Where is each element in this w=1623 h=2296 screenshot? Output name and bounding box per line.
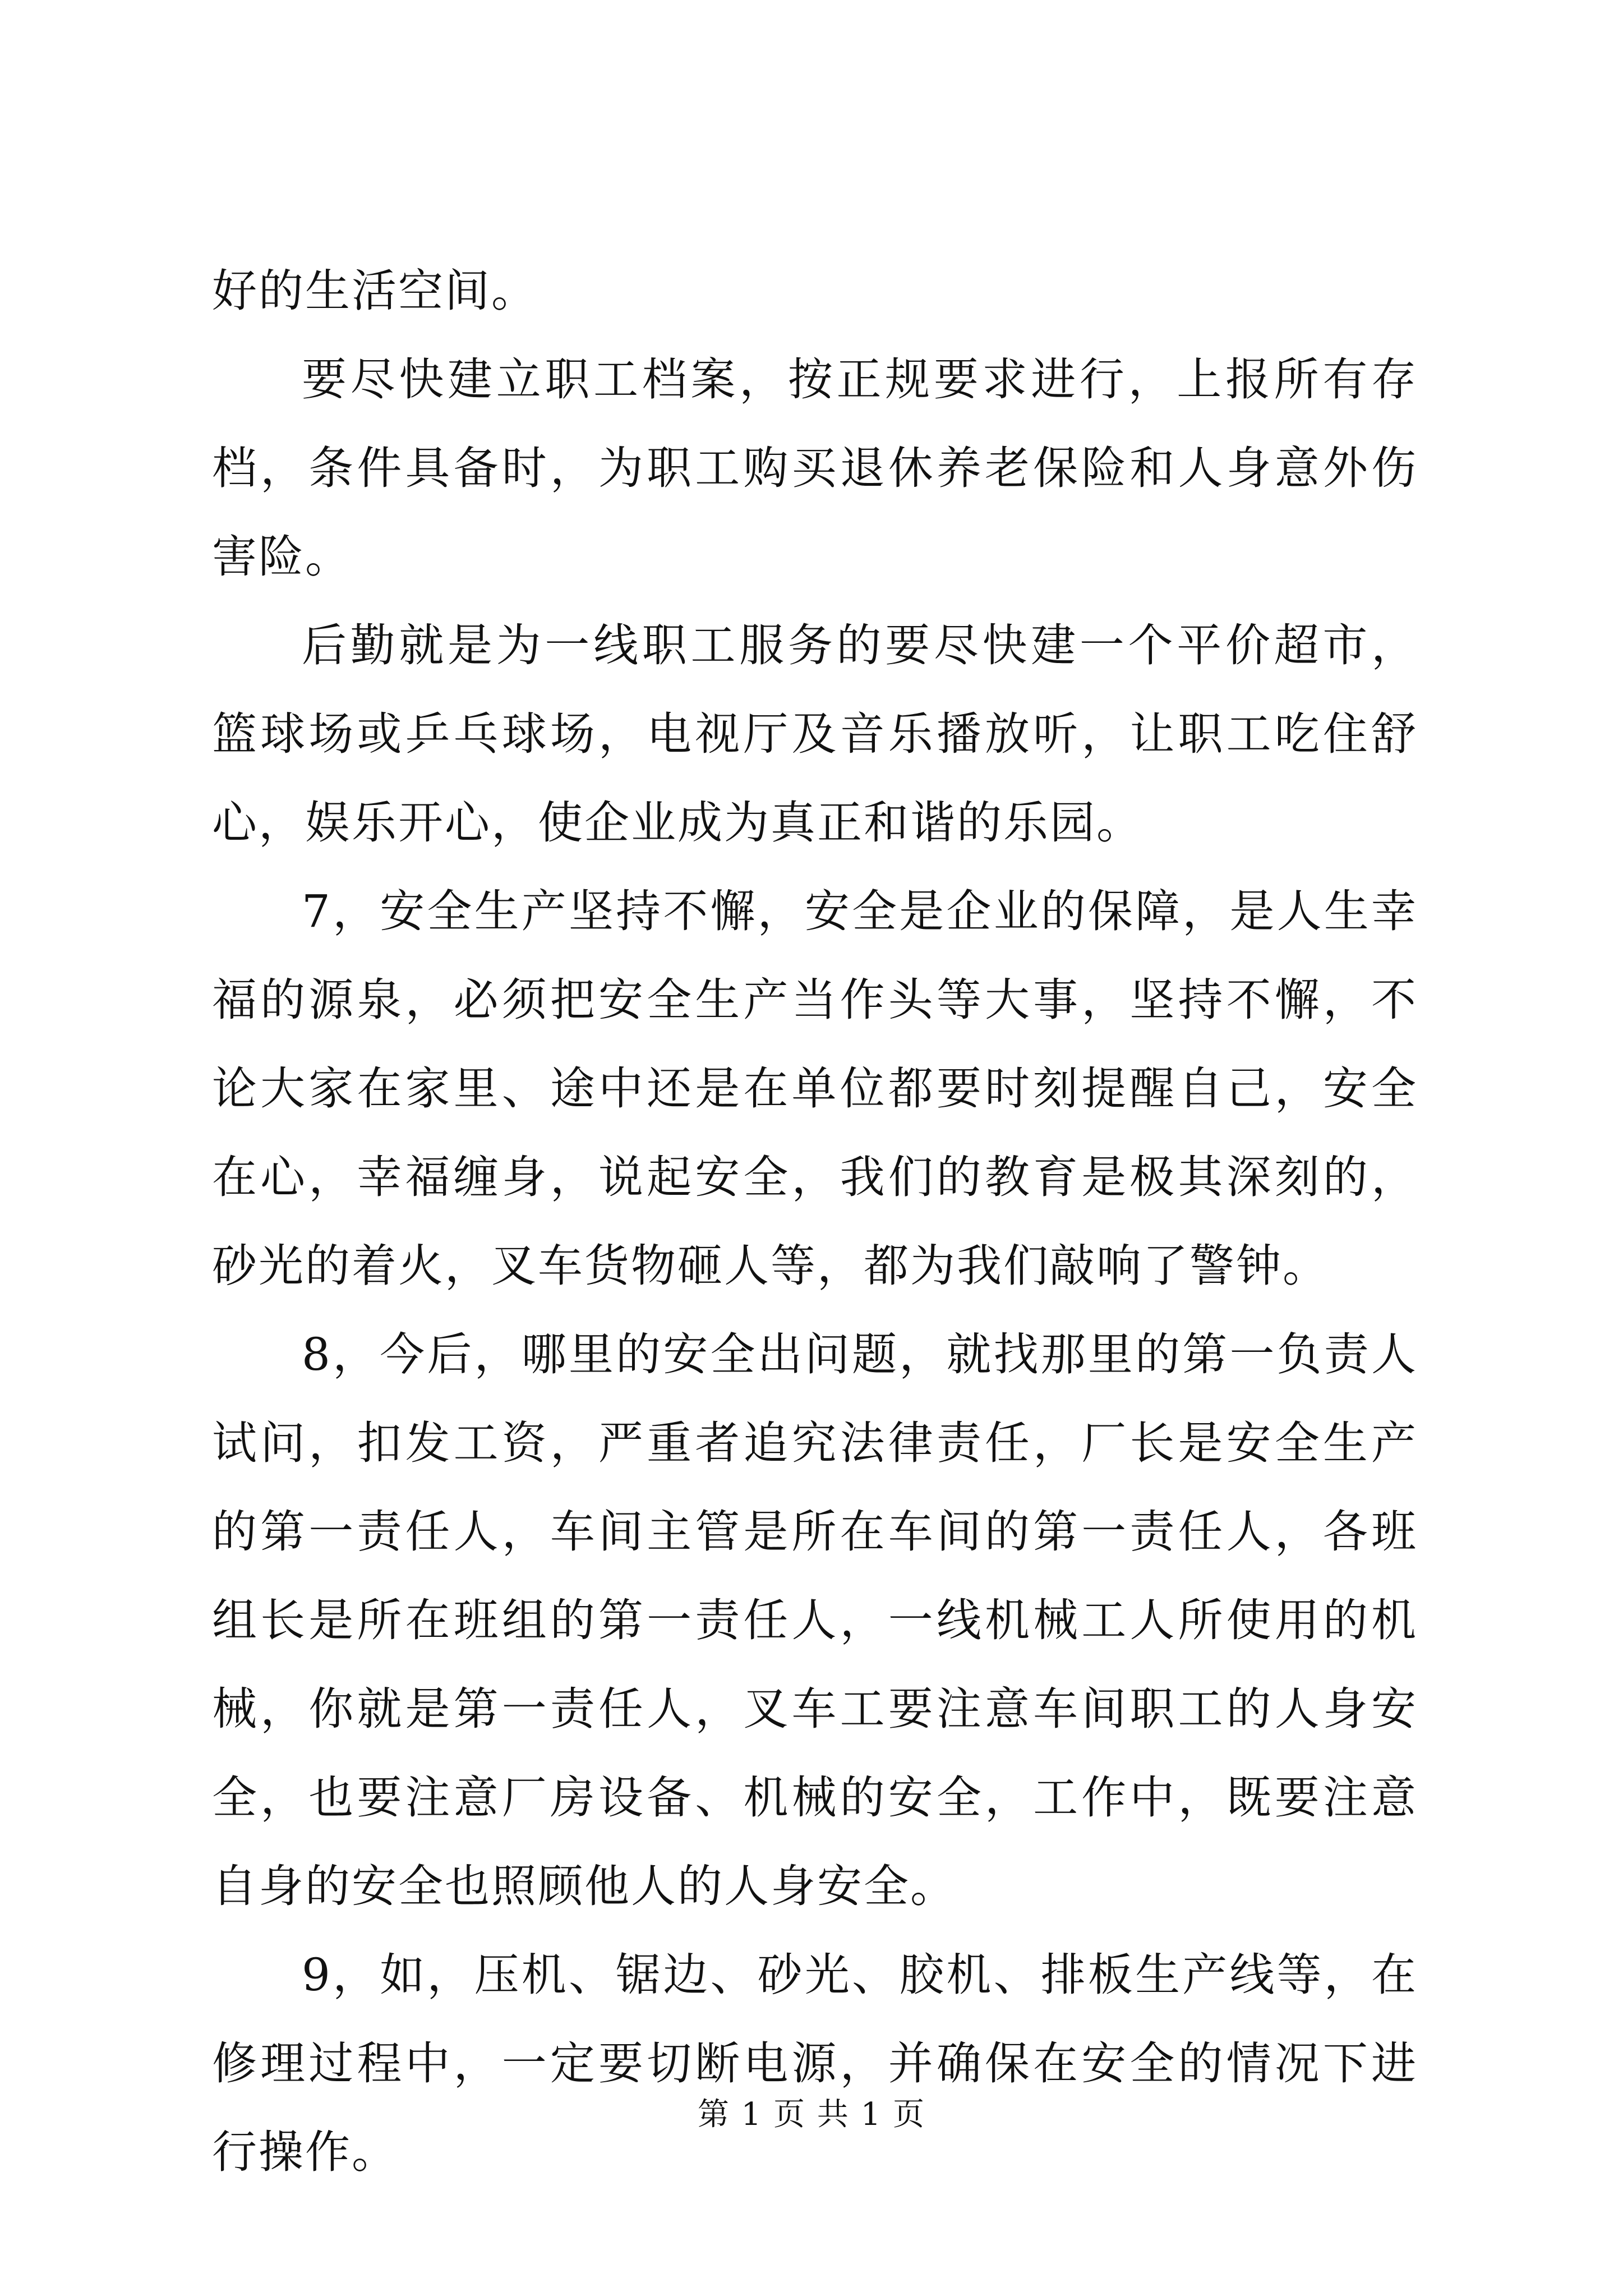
paragraph-employee-records: 要尽快建立职工档案，按正规要求进行，上报所有存档，条件具备时，为职工购买退休养老保险和人身意外伤害险。 <box>212 353 1418 583</box>
paragraph-item-9: 9，如，压机、锯边、砂光、胶机、排板生产线等，在修理过程中，一定要切断电源，并确保在安全的情况下进行操作。 <box>212 1949 1418 2178</box>
paragraph-item-7: 7，安全生产坚持不懈，安全是企业的保障，是人生幸福的源泉，必须把安全生产当作头等大事，坚持不懈，不论大家在家里、途中还是在单位都要时刻提醒自己，安全在心，幸福缠身，说起安全，我们的教育是极其深刻的，砂光的着火，叉车货物砸人等，都为我们敲响了警钟。 <box>212 885 1418 1292</box>
page-footer: 第 1 页 共 1 页 <box>697 2096 926 2133</box>
paragraph-item-8: 8，今后，哪里的安全出问题，就找那里的第一负责人试问，扣发工资，严重者追究法律责任，厂长是安全生产的第一责任人，车间主管是所在车间的第一责任人，各班组长是所在班组的第一责任人，一线机械工人所使用的机械，你就是第一责任人，叉车工要注意车间职工的人身安全，也要注意厂房设备、机械的安全，工作中，既要注意自身的安全也照顾他人的人身安全。 <box>212 1328 1418 1912</box>
paragraph-continuation: 好的生活空间。 <box>212 265 538 317</box>
paragraph-logistics: 后勤就是为一线职工服务的要尽快建一个平价超市，篮球场或乒乓球场，电视厅及音乐播放听，让职工吃住舒心，娱乐开心，使企业成为真正和谐的乐园。 <box>212 619 1418 849</box>
document-body <box>212 247 1418 2197</box>
